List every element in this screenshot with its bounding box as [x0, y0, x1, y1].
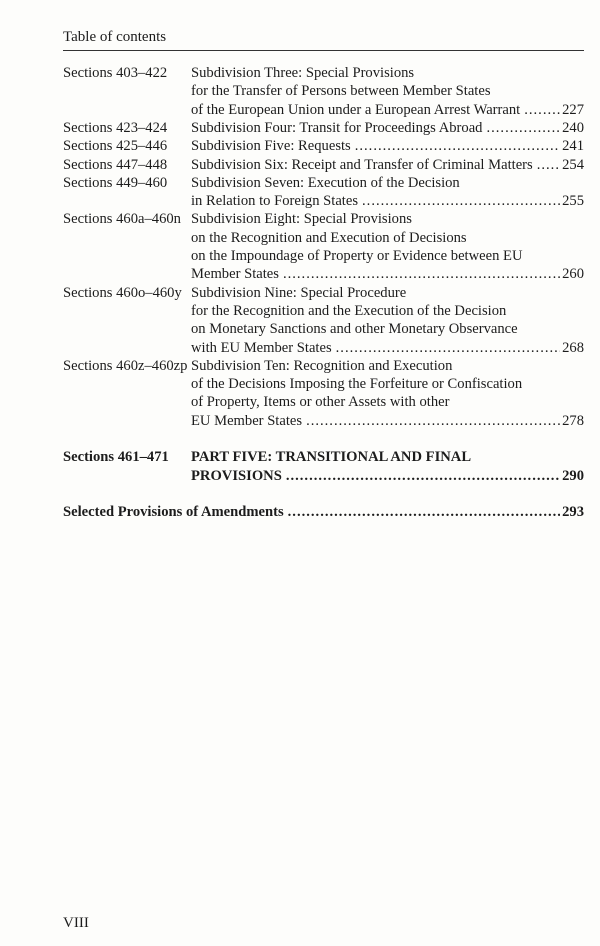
toc-entry-title: of Property, Items or other Assets with other — [191, 394, 450, 411]
toc-entry-line — [191, 467, 584, 485]
dot-leader — [286, 467, 560, 485]
dot-leader — [524, 101, 560, 119]
toc-entry-title: Subdivision Six: Receipt and Transfer of Criminal Matters — [191, 156, 533, 173]
toc-entry-title: for the Recognition and the Execution of the Decision — [191, 302, 507, 319]
toc-entry-line — [191, 375, 584, 393]
toc-page-number: 268 — [562, 339, 584, 356]
toc-entry-title: in Relation to Foreign States — [191, 193, 359, 210]
toc-page-number: 227 — [562, 101, 584, 118]
toc-entry-title: Subdivision Three: Special Provisions — [191, 65, 415, 81]
toc-page-number: 293 — [562, 504, 584, 521]
toc-section-range: Sections 460a–460n — [63, 211, 181, 228]
toc-entry-title: of the Decisions Imposing the Forfeiture or Confiscation — [191, 376, 523, 393]
dot-leader — [355, 137, 560, 155]
toc-entry-line — [191, 265, 584, 283]
toc-entry-title: Selected Provisions of Amendments — [63, 504, 284, 521]
toc-entry-title: of the European Union under a European Arrest Warrant — [191, 101, 521, 118]
toc-entry-title: Subdivision Seven: Execution of the Decision — [191, 174, 460, 191]
toc-entry-title: for the Transfer of Persons between Member States — [191, 83, 491, 100]
toc-section-range: Sections 460o–460y — [63, 284, 182, 301]
toc-entry-line — [191, 137, 584, 155]
running-header: Table of contents — [63, 29, 167, 45]
toc-entry-line — [191, 174, 584, 192]
dot-leader — [283, 265, 560, 283]
toc-entry-title: Member States — [191, 266, 279, 283]
toc-page-number: 240 — [562, 119, 584, 136]
toc-section-range: Sections 403–422 — [63, 65, 168, 81]
toc-entry-line — [191, 412, 584, 430]
toc-entry-title: Subdivision Ten: Recognition and Execution — [191, 357, 453, 374]
toc-page-number: 255 — [562, 193, 584, 210]
toc-entry-title: with EU Member States — [191, 339, 332, 356]
toc-entry-title: on Monetary Sanctions and other Monetary Observance — [191, 321, 518, 338]
toc-entry-line — [191, 210, 584, 228]
toc-page-number: 278 — [562, 412, 584, 429]
toc-entry-line — [191, 302, 584, 320]
dot-leader — [336, 339, 560, 357]
toc-section-range: Sections 461–471 — [63, 449, 169, 466]
toc-section-range: Sections 449–460 — [63, 174, 168, 191]
toc-entry-title: on the Recognition and Execution of Decisions — [191, 229, 467, 246]
toc-entry-line — [191, 339, 584, 357]
toc-entry-line — [191, 393, 584, 411]
toc-entry-line — [191, 357, 584, 375]
dot-leader — [288, 503, 560, 521]
toc-entry-title: Subdivision Four: Transit for Proceedings Abroad — [191, 119, 483, 136]
toc-entry-line — [191, 82, 584, 100]
dot-leader — [306, 412, 560, 430]
toc-entry-line — [191, 192, 584, 210]
dot-leader — [362, 192, 560, 210]
toc-entry-line — [191, 229, 584, 247]
toc-entry-line — [191, 448, 584, 466]
toc-entry-line — [191, 156, 584, 174]
toc-entry-line — [63, 503, 584, 521]
toc-page-number: 254 — [562, 156, 584, 173]
toc-page-number: 260 — [562, 266, 584, 283]
toc-entry-title: on the Impoundage of Property or Evidence between EU — [191, 248, 523, 264]
header-rule — [63, 50, 584, 51]
toc-entry-title: PROVISIONS — [191, 467, 282, 484]
toc-entry-line — [191, 64, 584, 82]
page-number: VIII — [63, 915, 89, 931]
toc-section-range: Sections 423–424 — [63, 119, 168, 136]
toc-entry-line — [191, 284, 584, 302]
toc-section-range: Sections 460z–460zp — [63, 357, 188, 374]
toc-page-number: 241 — [562, 138, 584, 155]
dot-leader — [486, 119, 560, 137]
toc-entry-title: PART FIVE: TRANSITIONAL AND FINAL — [191, 449, 472, 466]
toc-entry-line — [191, 320, 584, 338]
toc-entry-title: Subdivision Eight: Special Provisions — [191, 211, 412, 228]
toc-entry-line — [191, 119, 584, 137]
toc-entry-line — [191, 101, 584, 119]
toc-entry-title: EU Member States — [191, 412, 303, 429]
toc-entry-title: Subdivision Five: Requests — [191, 138, 351, 155]
toc-section-range: Sections 447–448 — [63, 156, 168, 173]
dot-leader — [537, 156, 560, 174]
toc-page-number: 290 — [562, 467, 584, 484]
toc-entry-title: Subdivision Nine: Special Procedure — [191, 284, 407, 301]
toc-entry-line — [191, 247, 584, 265]
toc-section-range: Sections 425–446 — [63, 138, 168, 155]
